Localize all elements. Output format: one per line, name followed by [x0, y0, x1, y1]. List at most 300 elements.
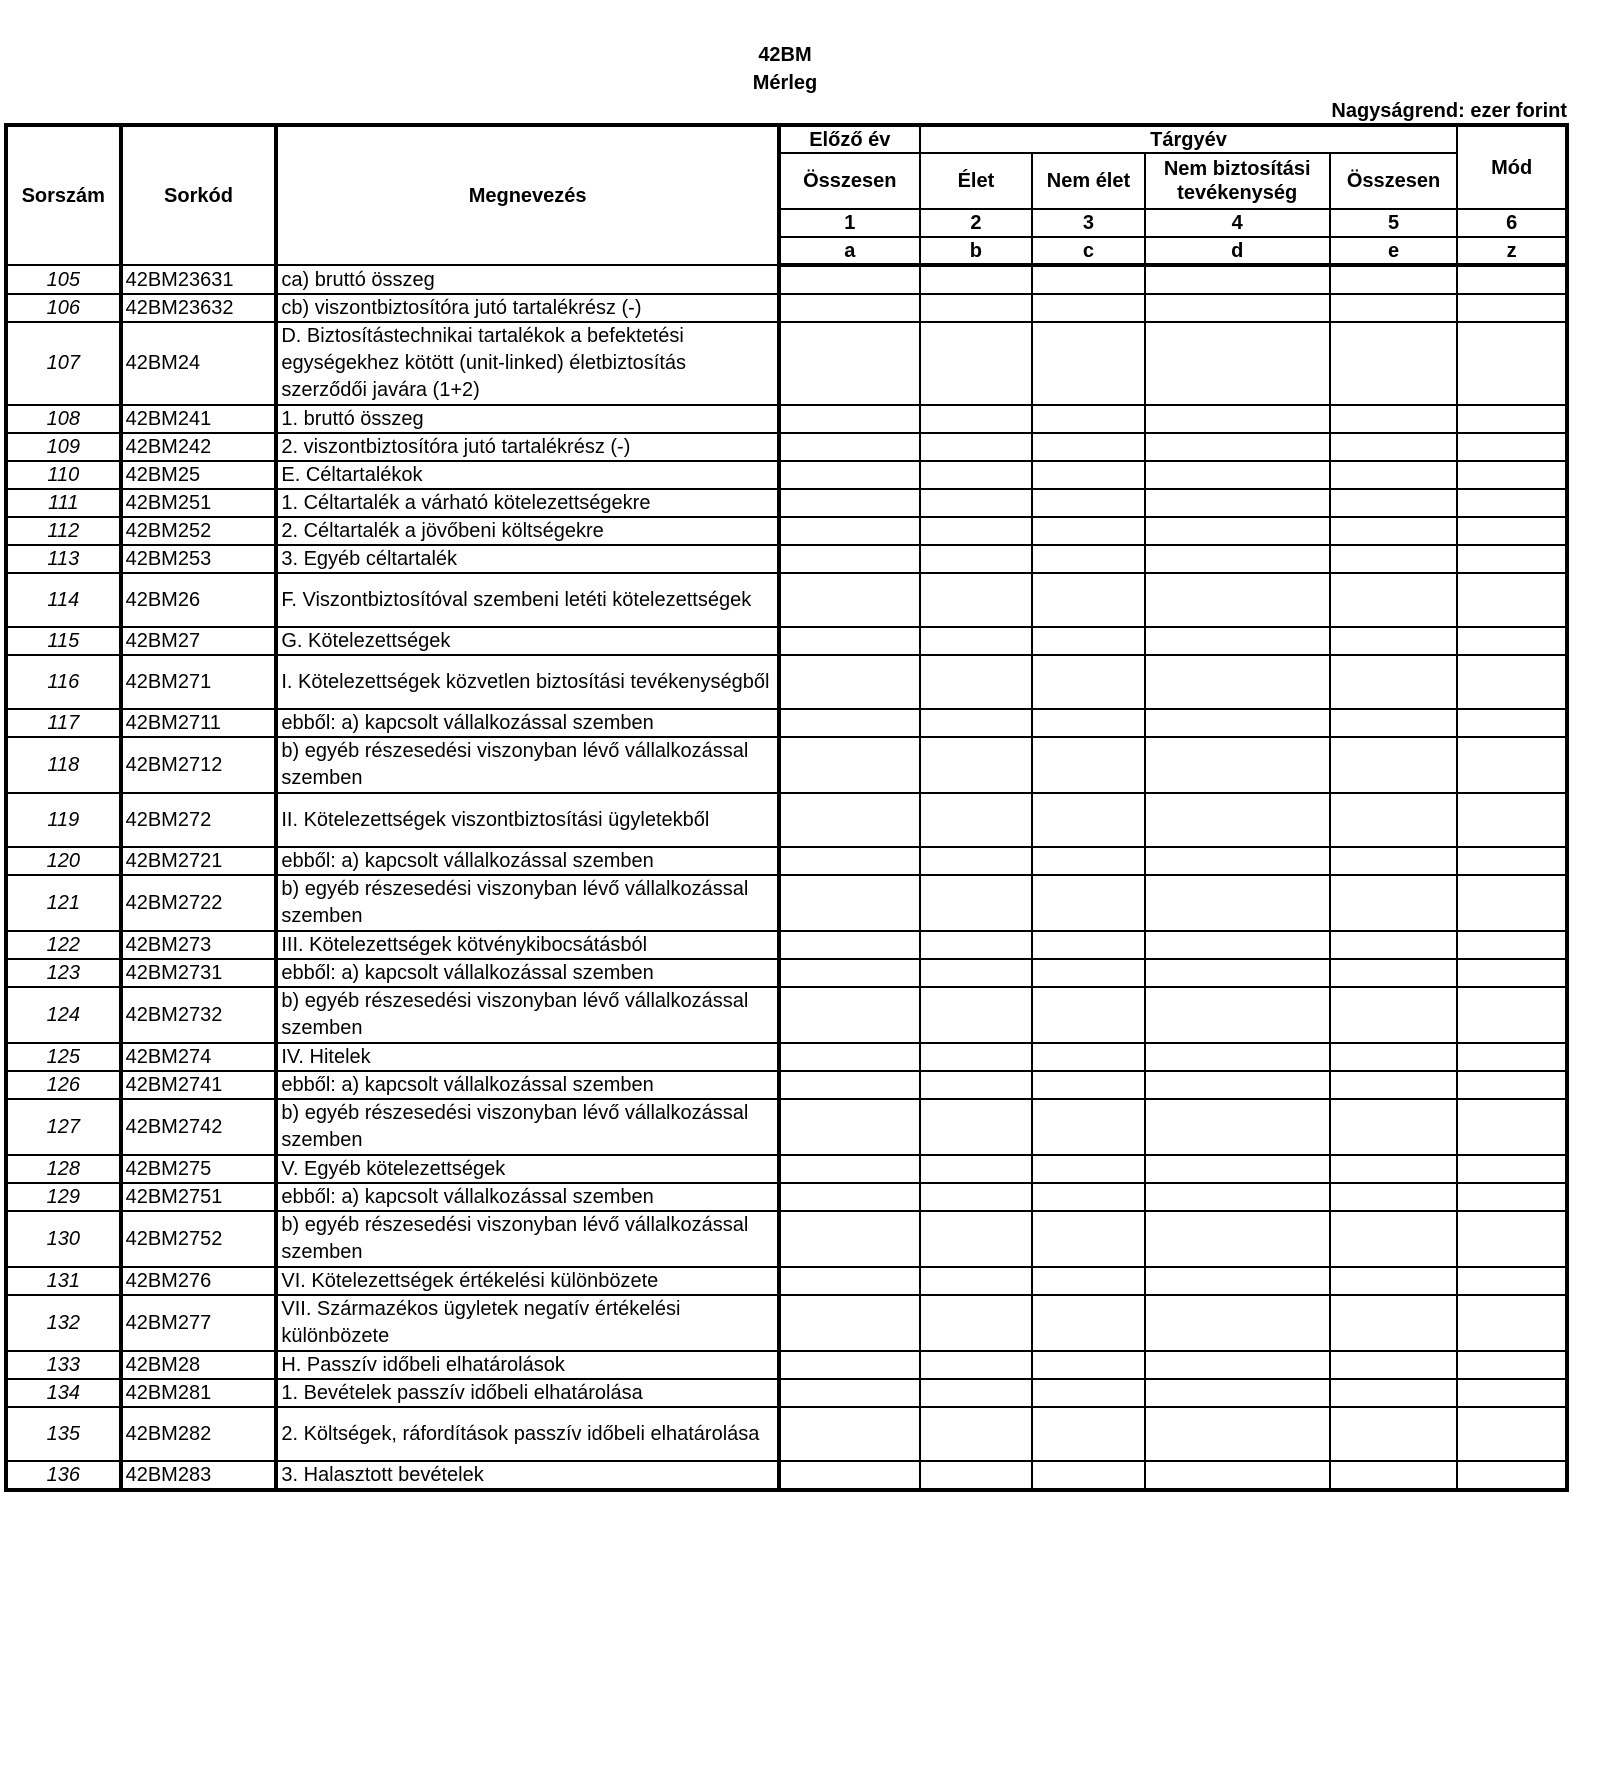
col-number: 5 — [1330, 209, 1458, 237]
unit-label: Nagyságrend: ezer forint — [1331, 100, 1567, 122]
col-header-nem-elet: Nem élet — [1032, 153, 1145, 209]
row-code: 42BM283 — [121, 1461, 277, 1490]
cell-nem-elet[interactable] — [1032, 517, 1145, 545]
row-number: 130 — [6, 1211, 121, 1267]
col-header-nem-biztositasi: Nem biztosítási tevékenység — [1145, 153, 1330, 209]
row-code: 42BM2752 — [121, 1211, 277, 1267]
row-code: 42BM25 — [121, 461, 277, 489]
cell-nem-elet[interactable] — [1032, 987, 1145, 1043]
row-code: 42BM242 — [121, 433, 277, 461]
row-name: IV. Hitelek — [276, 1043, 779, 1071]
cell-elet[interactable] — [920, 1407, 1033, 1461]
cell-nem-biztositasi[interactable] — [1145, 1295, 1330, 1351]
row-name: ebből: a) kapcsolt vállalkozással szemben — [276, 1071, 779, 1099]
table-row — [6, 737, 1567, 793]
row-name: V. Egyéb kötelezettségek — [276, 1155, 779, 1183]
cell-targy-osszesen[interactable] — [1330, 1099, 1458, 1155]
table-row — [6, 1295, 1567, 1351]
col-header-targyev: Tárgyév — [920, 125, 1458, 153]
row-number: 131 — [6, 1267, 121, 1295]
cell-nem-biztositasi[interactable] — [1145, 1099, 1330, 1155]
cell-elozo-osszesen[interactable] — [779, 1407, 920, 1461]
row-code: 42BM277 — [121, 1295, 277, 1351]
row-number: 108 — [6, 405, 121, 433]
cell-elozo-osszesen[interactable] — [779, 294, 920, 322]
cell-nem-biztositasi[interactable] — [1145, 1071, 1330, 1099]
row-name: 1. Bevételek passzív időbeli elhatárolása — [276, 1379, 779, 1407]
cell-elet[interactable] — [920, 573, 1033, 627]
row-number: 134 — [6, 1379, 121, 1407]
cell-mod[interactable] — [1457, 1461, 1567, 1490]
table-row — [6, 573, 1567, 627]
row-code: 42BM253 — [121, 545, 277, 573]
cell-mod[interactable] — [1457, 875, 1567, 931]
cell-nem-biztositasi[interactable] — [1145, 1155, 1330, 1183]
cell-mod[interactable] — [1457, 517, 1567, 545]
cell-elozo-osszesen[interactable] — [779, 1183, 920, 1211]
cell-nem-biztositasi[interactable] — [1145, 793, 1330, 847]
col-number: 3 — [1032, 209, 1145, 237]
cell-elet[interactable] — [920, 1099, 1033, 1155]
row-code: 42BM2742 — [121, 1099, 277, 1155]
cell-elozo-osszesen[interactable] — [779, 1043, 920, 1071]
cell-targy-osszesen[interactable] — [1330, 573, 1458, 627]
row-code: 42BM2751 — [121, 1183, 277, 1211]
cell-nem-biztositasi[interactable] — [1145, 517, 1330, 545]
cell-elozo-osszesen[interactable] — [779, 1461, 920, 1490]
table-row — [6, 987, 1567, 1043]
cell-nem-elet[interactable] — [1032, 655, 1145, 709]
row-number: 107 — [6, 322, 121, 405]
cell-mod[interactable] — [1457, 322, 1567, 405]
cell-elozo-osszesen[interactable] — [779, 1071, 920, 1099]
cell-mod[interactable] — [1457, 294, 1567, 322]
cell-elozo-osszesen[interactable] — [779, 545, 920, 573]
col-letter: a — [779, 237, 920, 265]
cell-nem-biztositasi[interactable] — [1145, 1267, 1330, 1295]
cell-mod[interactable] — [1457, 433, 1567, 461]
row-code: 42BM26 — [121, 573, 277, 627]
col-number: 1 — [779, 209, 920, 237]
cell-elozo-osszesen[interactable] — [779, 1351, 920, 1379]
cell-mod[interactable] — [1457, 709, 1567, 737]
cell-elozo-osszesen[interactable] — [779, 931, 920, 959]
row-name: ebből: a) kapcsolt vállalkozással szemben — [276, 709, 779, 737]
cell-mod[interactable] — [1457, 545, 1567, 573]
row-code: 42BM2712 — [121, 737, 277, 793]
cell-nem-elet[interactable] — [1032, 545, 1145, 573]
table-row — [6, 1461, 1567, 1490]
cell-elet[interactable] — [920, 1379, 1033, 1407]
table-row — [6, 793, 1567, 847]
table-row — [6, 709, 1567, 737]
cell-elet[interactable] — [920, 405, 1033, 433]
cell-mod[interactable] — [1457, 461, 1567, 489]
cell-elet[interactable] — [920, 875, 1033, 931]
col-header-elet: Élet — [920, 153, 1033, 209]
cell-nem-elet[interactable] — [1032, 737, 1145, 793]
cell-elet[interactable] — [920, 987, 1033, 1043]
table-row — [6, 517, 1567, 545]
cell-nem-elet[interactable] — [1032, 959, 1145, 987]
cell-elet[interactable] — [920, 737, 1033, 793]
table-row — [6, 1267, 1567, 1295]
cell-nem-biztositasi[interactable] — [1145, 265, 1330, 294]
table-row — [6, 405, 1567, 433]
table-row — [6, 1071, 1567, 1099]
row-name: G. Kötelezettségek — [276, 627, 779, 655]
cell-elozo-osszesen[interactable] — [779, 265, 920, 294]
cell-targy-osszesen[interactable] — [1330, 931, 1458, 959]
cell-elozo-osszesen[interactable] — [779, 433, 920, 461]
cell-targy-osszesen[interactable] — [1330, 489, 1458, 517]
cell-elet[interactable] — [920, 517, 1033, 545]
cell-targy-osszesen[interactable] — [1330, 1211, 1458, 1267]
cell-nem-biztositasi[interactable] — [1145, 959, 1330, 987]
row-name: b) egyéb részesedési viszonyban lévő vállalkozással szemben — [276, 875, 779, 931]
col-letter: e — [1330, 237, 1458, 265]
cell-targy-osszesen[interactable] — [1330, 545, 1458, 573]
table-row — [6, 627, 1567, 655]
cell-mod[interactable] — [1457, 1211, 1567, 1267]
row-number: 115 — [6, 627, 121, 655]
cell-elozo-osszesen[interactable] — [779, 875, 920, 931]
row-name: ebből: a) kapcsolt vállalkozással szemben — [276, 847, 779, 875]
cell-elet[interactable] — [920, 1267, 1033, 1295]
col-header-megnevezes: Megnevezés — [276, 125, 779, 265]
cell-nem-elet[interactable] — [1032, 294, 1145, 322]
row-code: 42BM2711 — [121, 709, 277, 737]
cell-elozo-osszesen[interactable] — [779, 793, 920, 847]
row-code: 42BM2721 — [121, 847, 277, 875]
cell-targy-osszesen[interactable] — [1330, 1295, 1458, 1351]
row-name: ca) bruttó összeg — [276, 265, 779, 294]
cell-nem-elet[interactable] — [1032, 709, 1145, 737]
cell-targy-osszesen[interactable] — [1330, 1351, 1458, 1379]
cell-nem-elet[interactable] — [1032, 461, 1145, 489]
row-name: D. Biztosítástechnikai tartalékok a befektetési egységekhez kötött (unit-linked) életbiztosítás szerződői javára (1+2) — [276, 322, 779, 405]
cell-elet[interactable] — [920, 709, 1033, 737]
cell-elet[interactable] — [920, 489, 1033, 517]
cell-targy-osszesen[interactable] — [1330, 1071, 1458, 1099]
cell-nem-elet[interactable] — [1032, 1043, 1145, 1071]
table-row — [6, 1183, 1567, 1211]
cell-mod[interactable] — [1457, 959, 1567, 987]
cell-nem-elet[interactable] — [1032, 573, 1145, 627]
row-number: 121 — [6, 875, 121, 931]
cell-elet[interactable] — [920, 1351, 1033, 1379]
table-row — [6, 461, 1567, 489]
row-name: 2. viszontbiztosítóra jutó tartalékrész (-) — [276, 433, 779, 461]
cell-targy-osszesen[interactable] — [1330, 1183, 1458, 1211]
cell-elet[interactable] — [920, 627, 1033, 655]
cell-elozo-osszesen[interactable] — [779, 737, 920, 793]
table-row — [6, 265, 1567, 294]
cell-targy-osszesen[interactable] — [1330, 322, 1458, 405]
row-code: 42BM252 — [121, 517, 277, 545]
cell-nem-biztositasi[interactable] — [1145, 875, 1330, 931]
cell-elozo-osszesen[interactable] — [779, 847, 920, 875]
cell-mod[interactable] — [1457, 265, 1567, 294]
cell-mod[interactable] — [1457, 1407, 1567, 1461]
table-row — [6, 1407, 1567, 1461]
cell-nem-biztositasi[interactable] — [1145, 931, 1330, 959]
cell-nem-biztositasi[interactable] — [1145, 433, 1330, 461]
cell-nem-biztositasi[interactable] — [1145, 847, 1330, 875]
cell-elet[interactable] — [920, 461, 1033, 489]
cell-nem-biztositasi[interactable] — [1145, 655, 1330, 709]
cell-elet[interactable] — [920, 1295, 1033, 1351]
cell-mod[interactable] — [1457, 1379, 1567, 1407]
cell-nem-elet[interactable] — [1032, 1379, 1145, 1407]
cell-nem-elet[interactable] — [1032, 847, 1145, 875]
table-row — [6, 1099, 1567, 1155]
cell-targy-osszesen[interactable] — [1330, 847, 1458, 875]
col-header-sorszam: Sorszám — [6, 125, 121, 265]
cell-targy-osszesen[interactable] — [1330, 1155, 1458, 1183]
cell-elet[interactable] — [920, 545, 1033, 573]
cell-nem-biztositasi[interactable] — [1145, 573, 1330, 627]
form-title: Mérleg — [752, 72, 818, 94]
cell-nem-biztositasi[interactable] — [1145, 322, 1330, 405]
cell-nem-elet[interactable] — [1032, 931, 1145, 959]
table-row — [6, 294, 1567, 322]
cell-nem-biztositasi[interactable] — [1145, 461, 1330, 489]
row-code: 42BM273 — [121, 931, 277, 959]
cell-mod[interactable] — [1457, 737, 1567, 793]
cell-nem-elet[interactable] — [1032, 793, 1145, 847]
row-name: 3. Halasztott bevételek — [276, 1461, 779, 1490]
cell-elozo-osszesen[interactable] — [779, 405, 920, 433]
cell-elozo-osszesen[interactable] — [779, 517, 920, 545]
row-name: I. Kötelezettségek közvetlen biztosítási tevékenységből — [276, 655, 779, 709]
row-code: 42BM274 — [121, 1043, 277, 1071]
cell-elozo-osszesen[interactable] — [779, 461, 920, 489]
cell-nem-elet[interactable] — [1032, 265, 1145, 294]
cell-nem-elet[interactable] — [1032, 1295, 1145, 1351]
cell-nem-elet[interactable] — [1032, 1155, 1145, 1183]
cell-nem-elet[interactable] — [1032, 1267, 1145, 1295]
cell-nem-elet[interactable] — [1032, 1099, 1145, 1155]
cell-elozo-osszesen[interactable] — [779, 1267, 920, 1295]
row-code: 42BM272 — [121, 793, 277, 847]
cell-targy-osszesen[interactable] — [1330, 294, 1458, 322]
cell-targy-osszesen[interactable] — [1330, 655, 1458, 709]
cell-elet[interactable] — [920, 1071, 1033, 1099]
cell-elozo-osszesen[interactable] — [779, 573, 920, 627]
cell-elozo-osszesen[interactable] — [779, 655, 920, 709]
cell-targy-osszesen[interactable] — [1330, 959, 1458, 987]
row-number: 136 — [6, 1461, 121, 1490]
cell-elet[interactable] — [920, 265, 1033, 294]
cell-targy-osszesen[interactable] — [1330, 461, 1458, 489]
row-code: 42BM276 — [121, 1267, 277, 1295]
cell-nem-elet[interactable] — [1032, 1407, 1145, 1461]
cell-nem-elet[interactable] — [1032, 322, 1145, 405]
row-name: VII. Származékos ügyletek negatív értékelési különbözete — [276, 1295, 779, 1351]
cell-elet[interactable] — [920, 1211, 1033, 1267]
row-code: 42BM2741 — [121, 1071, 277, 1099]
cell-mod[interactable] — [1457, 655, 1567, 709]
cell-mod[interactable] — [1457, 987, 1567, 1043]
cell-mod[interactable] — [1457, 1295, 1567, 1351]
cell-elet[interactable] — [920, 655, 1033, 709]
row-name: 2. Költségek, ráfordítások passzív időbeli elhatárolása — [276, 1407, 779, 1461]
cell-targy-osszesen[interactable] — [1330, 793, 1458, 847]
row-number: 120 — [6, 847, 121, 875]
cell-targy-osszesen[interactable] — [1330, 405, 1458, 433]
cell-mod[interactable] — [1457, 1351, 1567, 1379]
cell-nem-elet[interactable] — [1032, 1211, 1145, 1267]
cell-elet[interactable] — [920, 847, 1033, 875]
cell-mod[interactable] — [1457, 793, 1567, 847]
row-number: 109 — [6, 433, 121, 461]
row-number: 117 — [6, 709, 121, 737]
cell-nem-elet[interactable] — [1032, 1071, 1145, 1099]
cell-nem-elet[interactable] — [1032, 1183, 1145, 1211]
row-code: 42BM23632 — [121, 294, 277, 322]
cell-targy-osszesen[interactable] — [1330, 265, 1458, 294]
cell-targy-osszesen[interactable] — [1330, 1407, 1458, 1461]
col-letter: z — [1457, 237, 1567, 265]
cell-elet[interactable] — [920, 931, 1033, 959]
cell-nem-elet[interactable] — [1032, 489, 1145, 517]
cell-mod[interactable] — [1457, 405, 1567, 433]
cell-targy-osszesen[interactable] — [1330, 737, 1458, 793]
cell-mod[interactable] — [1457, 931, 1567, 959]
cell-elozo-osszesen[interactable] — [779, 1155, 920, 1183]
row-number: 124 — [6, 987, 121, 1043]
row-number: 113 — [6, 545, 121, 573]
cell-nem-biztositasi[interactable] — [1145, 987, 1330, 1043]
cell-targy-osszesen[interactable] — [1330, 627, 1458, 655]
cell-elozo-osszesen[interactable] — [779, 709, 920, 737]
cell-elozo-osszesen[interactable] — [779, 1099, 920, 1155]
col-header-mod: Mód — [1457, 125, 1567, 209]
cell-mod[interactable] — [1457, 573, 1567, 627]
cell-nem-elet[interactable] — [1032, 1351, 1145, 1379]
cell-nem-biztositasi[interactable] — [1145, 1461, 1330, 1490]
row-code: 42BM271 — [121, 655, 277, 709]
cell-mod[interactable] — [1457, 489, 1567, 517]
col-header-osszesen-cur: Összesen — [1330, 153, 1458, 209]
cell-targy-osszesen[interactable] — [1330, 1267, 1458, 1295]
cell-nem-biztositasi[interactable] — [1145, 737, 1330, 793]
cell-elet[interactable] — [920, 793, 1033, 847]
row-number: 133 — [6, 1351, 121, 1379]
row-number: 128 — [6, 1155, 121, 1183]
cell-elet[interactable] — [920, 433, 1033, 461]
table-row — [6, 959, 1567, 987]
cell-mod[interactable] — [1457, 1155, 1567, 1183]
row-number: 127 — [6, 1099, 121, 1155]
cell-nem-biztositasi[interactable] — [1145, 1043, 1330, 1071]
cell-targy-osszesen[interactable] — [1330, 1461, 1458, 1490]
cell-mod[interactable] — [1457, 1071, 1567, 1099]
row-number: 118 — [6, 737, 121, 793]
cell-elozo-osszesen[interactable] — [779, 1379, 920, 1407]
row-number: 111 — [6, 489, 121, 517]
cell-targy-osszesen[interactable] — [1330, 875, 1458, 931]
cell-nem-elet[interactable] — [1032, 405, 1145, 433]
table-row — [6, 875, 1567, 931]
cell-nem-biztositasi[interactable] — [1145, 1183, 1330, 1211]
row-name: E. Céltartalékok — [276, 461, 779, 489]
row-name: 2. Céltartalék a jövőbeni költségekre — [276, 517, 779, 545]
row-code: 42BM2722 — [121, 875, 277, 931]
cell-nem-biztositasi[interactable] — [1145, 545, 1330, 573]
cell-nem-biztositasi[interactable] — [1145, 405, 1330, 433]
row-name: VI. Kötelezettségek értékelési különbözete — [276, 1267, 779, 1295]
cell-mod[interactable] — [1457, 627, 1567, 655]
cell-elet[interactable] — [920, 1155, 1033, 1183]
cell-targy-osszesen[interactable] — [1330, 709, 1458, 737]
cell-elet[interactable] — [920, 322, 1033, 405]
cell-nem-biztositasi[interactable] — [1145, 1379, 1330, 1407]
cell-elozo-osszesen[interactable] — [779, 489, 920, 517]
cell-elozo-osszesen[interactable] — [779, 1295, 920, 1351]
cell-nem-elet[interactable] — [1032, 1461, 1145, 1490]
cell-targy-osszesen[interactable] — [1330, 517, 1458, 545]
cell-nem-biztositasi[interactable] — [1145, 1407, 1330, 1461]
table-row — [6, 489, 1567, 517]
cell-mod[interactable] — [1457, 1183, 1567, 1211]
cell-mod[interactable] — [1457, 847, 1567, 875]
row-number: 135 — [6, 1407, 121, 1461]
cell-targy-osszesen[interactable] — [1330, 433, 1458, 461]
cell-targy-osszesen[interactable] — [1330, 1043, 1458, 1071]
cell-nem-biztositasi[interactable] — [1145, 709, 1330, 737]
cell-targy-osszesen[interactable] — [1330, 1379, 1458, 1407]
table-row — [6, 322, 1567, 405]
table-row — [6, 655, 1567, 709]
cell-elet[interactable] — [920, 294, 1033, 322]
cell-mod[interactable] — [1457, 1267, 1567, 1295]
cell-nem-elet[interactable] — [1032, 433, 1145, 461]
cell-elet[interactable] — [920, 1183, 1033, 1211]
cell-elet[interactable] — [920, 1461, 1033, 1490]
cell-elozo-osszesen[interactable] — [779, 987, 920, 1043]
cell-targy-osszesen[interactable] — [1330, 987, 1458, 1043]
cell-nem-biztositasi[interactable] — [1145, 1211, 1330, 1267]
cell-elozo-osszesen[interactable] — [779, 1211, 920, 1267]
row-number: 112 — [6, 517, 121, 545]
cell-elozo-osszesen[interactable] — [779, 959, 920, 987]
row-code: 42BM27 — [121, 627, 277, 655]
col-header-elozo-ev: Előző év — [779, 125, 920, 153]
table-row — [6, 545, 1567, 573]
cell-elozo-osszesen[interactable] — [779, 627, 920, 655]
cell-nem-biztositasi[interactable] — [1145, 1351, 1330, 1379]
cell-nem-biztositasi[interactable] — [1145, 627, 1330, 655]
cell-elet[interactable] — [920, 959, 1033, 987]
cell-nem-biztositasi[interactable] — [1145, 294, 1330, 322]
cell-mod[interactable] — [1457, 1043, 1567, 1071]
row-name: 3. Egyéb céltartalék — [276, 545, 779, 573]
col-letter: d — [1145, 237, 1330, 265]
cell-elet[interactable] — [920, 1043, 1033, 1071]
row-name: III. Kötelezettségek kötvénykibocsátásból — [276, 931, 779, 959]
col-header-osszesen-prev: Összesen — [779, 153, 920, 209]
cell-nem-elet[interactable] — [1032, 875, 1145, 931]
cell-mod[interactable] — [1457, 1099, 1567, 1155]
cell-elozo-osszesen[interactable] — [779, 322, 920, 405]
row-number: 132 — [6, 1295, 121, 1351]
cell-nem-biztositasi[interactable] — [1145, 489, 1330, 517]
cell-nem-elet[interactable] — [1032, 627, 1145, 655]
col-number: 4 — [1145, 209, 1330, 237]
col-letter: c — [1032, 237, 1145, 265]
